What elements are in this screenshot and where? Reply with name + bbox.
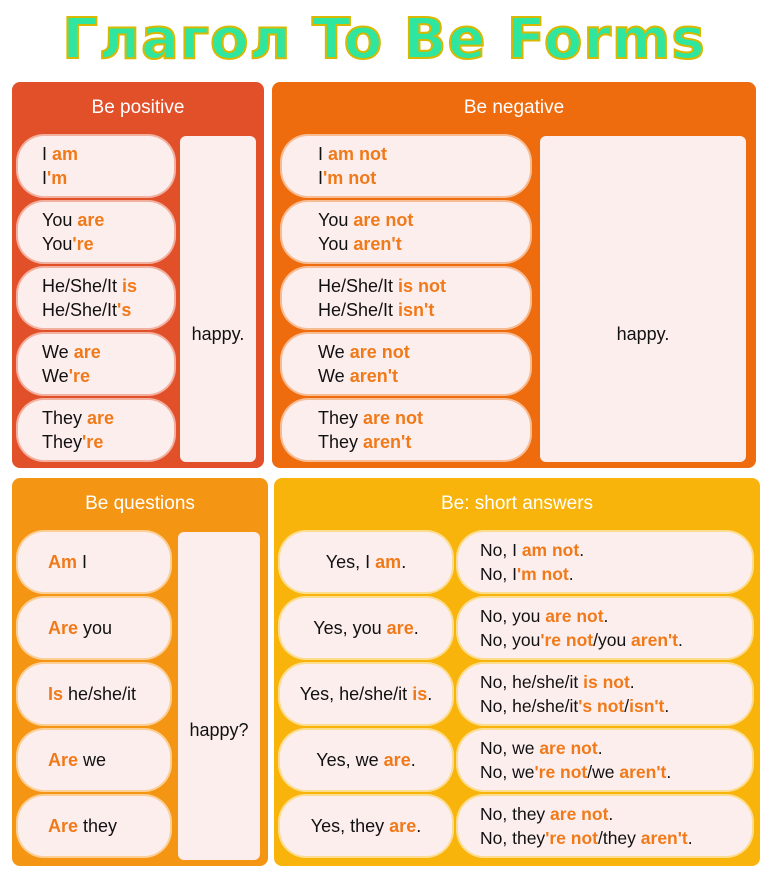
verb-highlight: are not	[545, 606, 604, 626]
word-text: They	[42, 408, 88, 428]
word-text: .	[664, 696, 670, 716]
verb-highlight: are not	[550, 804, 609, 824]
no-answer-full	[480, 802, 752, 826]
word-text: Yes, he/she/it	[299, 684, 413, 704]
complement-box	[540, 136, 746, 462]
complement-text: happy?	[189, 720, 249, 740]
full-form	[42, 142, 174, 166]
verb-highlight: am	[375, 552, 402, 572]
word-text: They	[42, 432, 83, 452]
verb-highlight: are not	[539, 738, 598, 758]
no-answer-full	[480, 538, 752, 562]
form-cell	[18, 136, 174, 196]
word-text: No, we	[480, 738, 540, 758]
form-cell	[18, 268, 174, 328]
verb-highlight: Are	[48, 750, 79, 770]
word-text: they	[78, 816, 118, 836]
complement-box	[178, 532, 260, 860]
question-form	[48, 616, 170, 640]
verb-highlight: are not	[353, 210, 414, 230]
short-form	[318, 298, 530, 322]
verb-highlight: aren't	[640, 828, 688, 848]
verb-highlight: Is	[48, 684, 64, 704]
verb-highlight: 's	[117, 300, 132, 320]
word-text: You	[318, 210, 354, 230]
full-form	[318, 208, 530, 232]
word-text: No, you	[480, 630, 541, 650]
yes-answer-cell	[280, 730, 452, 790]
no-answer-short	[480, 628, 752, 652]
verb-highlight: isn't	[629, 696, 665, 716]
no-answer-cell	[458, 598, 752, 658]
short-form	[42, 166, 174, 190]
word-text: I	[42, 168, 48, 188]
yes-answer	[311, 814, 421, 838]
word-text: .	[608, 804, 614, 824]
short-form	[318, 430, 530, 454]
yes-answer-cell	[280, 532, 452, 592]
form-cell	[282, 334, 530, 394]
word-text: You	[42, 210, 78, 230]
full-form	[318, 340, 530, 364]
yes-answer-cell	[280, 598, 452, 658]
verb-highlight: aren't	[619, 762, 667, 782]
panel-header: Be positive	[91, 97, 185, 118]
verb-highlight: are	[389, 816, 417, 836]
word-text: .	[401, 552, 407, 572]
word-text: .	[427, 684, 433, 704]
yes-answer	[316, 748, 415, 772]
word-text: /they	[597, 828, 641, 848]
word-text: No, he/she/it	[480, 672, 584, 692]
verb-highlight: aren't	[631, 630, 679, 650]
form-cell	[18, 796, 170, 856]
complement-box	[180, 136, 256, 462]
word-text: We	[318, 342, 350, 362]
no-answer-cell	[458, 796, 752, 856]
word-text: They	[318, 408, 364, 428]
verb-highlight: am not	[328, 144, 388, 164]
form-cell	[18, 532, 170, 592]
form-cell	[18, 202, 174, 262]
yes-answer	[313, 616, 418, 640]
word-text: No, they	[480, 828, 546, 848]
verb-highlight: isn't	[398, 300, 435, 320]
form-cell	[18, 730, 170, 790]
question-form	[48, 748, 170, 772]
no-answer-short	[480, 760, 752, 784]
word-text: Yes, we	[316, 750, 384, 770]
verb-highlight: 'm not	[516, 564, 569, 584]
verb-highlight: are	[87, 408, 115, 428]
form-cell	[18, 400, 174, 460]
word-text: .	[629, 672, 635, 692]
verb-highlight: Are	[48, 816, 79, 836]
negative-panel	[272, 82, 756, 468]
no-answer-cell	[458, 730, 752, 790]
complement-text: happy.	[616, 324, 670, 344]
word-text: They	[318, 432, 364, 452]
verb-highlight: 're	[82, 432, 104, 452]
verb-highlight: is	[412, 684, 428, 704]
verb-highlight: 're not	[545, 828, 598, 848]
no-answer-full	[480, 670, 752, 694]
yes-answer	[300, 682, 432, 706]
word-text: No, we	[480, 762, 535, 782]
no-answer-full	[480, 604, 752, 628]
verb-highlight: are	[383, 750, 411, 770]
word-text: I	[318, 168, 324, 188]
full-form	[42, 274, 174, 298]
short-form	[318, 166, 530, 190]
no-answer-cell	[458, 664, 752, 724]
word-text: He/She/It	[42, 300, 118, 320]
word-text: .	[678, 630, 683, 650]
verb-highlight: 'm	[47, 168, 68, 188]
positive-panel	[12, 82, 264, 468]
word-text: Yes, they	[310, 816, 390, 836]
form-cell	[282, 136, 530, 196]
yes-answer-cell	[280, 664, 452, 724]
verb-highlight: is not	[398, 276, 447, 296]
form-cell	[18, 598, 170, 658]
verb-highlight: aren't	[363, 432, 412, 452]
word-text: he/she/it	[63, 684, 137, 704]
word-text: .	[579, 540, 585, 560]
verb-highlight: 're not	[534, 762, 588, 782]
full-form	[318, 142, 530, 166]
word-text: /we	[587, 762, 620, 782]
word-text: No, I	[480, 564, 517, 584]
verb-highlight: am not	[521, 540, 580, 560]
word-text: I	[42, 144, 53, 164]
word-text: He/She/It	[318, 276, 399, 296]
word-text: We	[42, 342, 74, 362]
word-text: .	[603, 606, 609, 626]
no-answer-cell	[458, 532, 752, 592]
word-text: .	[666, 762, 672, 782]
panel-header: Be negative	[463, 97, 565, 118]
word-text: Yes, you	[313, 618, 387, 638]
word-text: No, he/she/it	[480, 696, 579, 716]
word-text: I	[318, 144, 329, 164]
page-title: Глагол To Be Forms	[62, 7, 706, 72]
full-form	[42, 340, 174, 364]
verb-highlight: am	[52, 144, 79, 164]
full-form	[318, 274, 530, 298]
verb-highlight: are	[73, 342, 101, 362]
question-form	[48, 682, 170, 706]
panel-header: Be: short answers	[440, 493, 594, 514]
word-text: you	[78, 618, 113, 638]
word-text: No, I	[480, 540, 522, 560]
word-text: .	[687, 828, 693, 848]
verb-highlight: aren't	[349, 366, 398, 386]
word-text: .	[410, 750, 416, 770]
full-form	[42, 406, 174, 430]
word-text: .	[416, 816, 422, 836]
word-text: You	[42, 234, 73, 254]
question-form	[48, 814, 170, 838]
word-text: We	[318, 366, 350, 386]
word-text: we	[78, 750, 107, 770]
short-form	[42, 298, 174, 322]
verb-highlight: are not	[349, 342, 410, 362]
word-text: .	[568, 564, 574, 584]
complement-text: happy.	[191, 324, 245, 344]
verb-highlight: Am	[48, 552, 78, 572]
panel-header: Be questions	[85, 493, 195, 514]
yes-answer	[326, 550, 406, 574]
word-text: He/She/It	[318, 300, 399, 320]
short-form	[42, 364, 174, 388]
verb-highlight: are	[77, 210, 105, 230]
word-text: .	[597, 738, 603, 758]
form-cell	[282, 400, 530, 460]
verb-highlight: 's not	[578, 696, 625, 716]
no-answer-short	[480, 826, 752, 850]
full-form	[318, 406, 530, 430]
verb-highlight: is	[122, 276, 138, 296]
word-text: .	[413, 618, 419, 638]
word-text: We	[42, 366, 69, 386]
form-cell	[18, 664, 170, 724]
no-answer-short	[480, 562, 752, 586]
questions-panel	[12, 478, 268, 866]
word-text: No, they	[480, 804, 551, 824]
verb-highlight: 're	[72, 234, 94, 254]
verb-highlight: are not	[363, 408, 424, 428]
no-answer-full	[480, 736, 752, 760]
word-text: No, you	[480, 606, 546, 626]
word-text: /you	[593, 630, 632, 650]
full-form	[42, 208, 174, 232]
word-text: /	[624, 696, 630, 716]
short-form	[318, 232, 530, 256]
form-cell	[282, 202, 530, 262]
word-text: Yes, I	[325, 552, 376, 572]
short-answers-panel	[274, 478, 760, 866]
no-answer-short	[480, 694, 752, 718]
word-text: I	[77, 552, 88, 572]
form-cell	[282, 268, 530, 328]
short-form	[318, 364, 530, 388]
short-form	[42, 232, 174, 256]
verb-highlight: 're not	[540, 630, 594, 650]
verb-highlight: is not	[583, 672, 630, 692]
word-text: You	[318, 234, 354, 254]
question-form	[48, 550, 170, 574]
short-form	[42, 430, 174, 454]
verb-highlight: aren't	[353, 234, 402, 254]
verb-highlight: 're	[68, 366, 90, 386]
verb-highlight: 'm not	[323, 168, 377, 188]
word-text: He/She/It	[42, 276, 123, 296]
verb-highlight: are	[386, 618, 414, 638]
yes-answer-cell	[280, 796, 452, 856]
verb-highlight: Are	[48, 618, 79, 638]
form-cell	[18, 334, 174, 394]
